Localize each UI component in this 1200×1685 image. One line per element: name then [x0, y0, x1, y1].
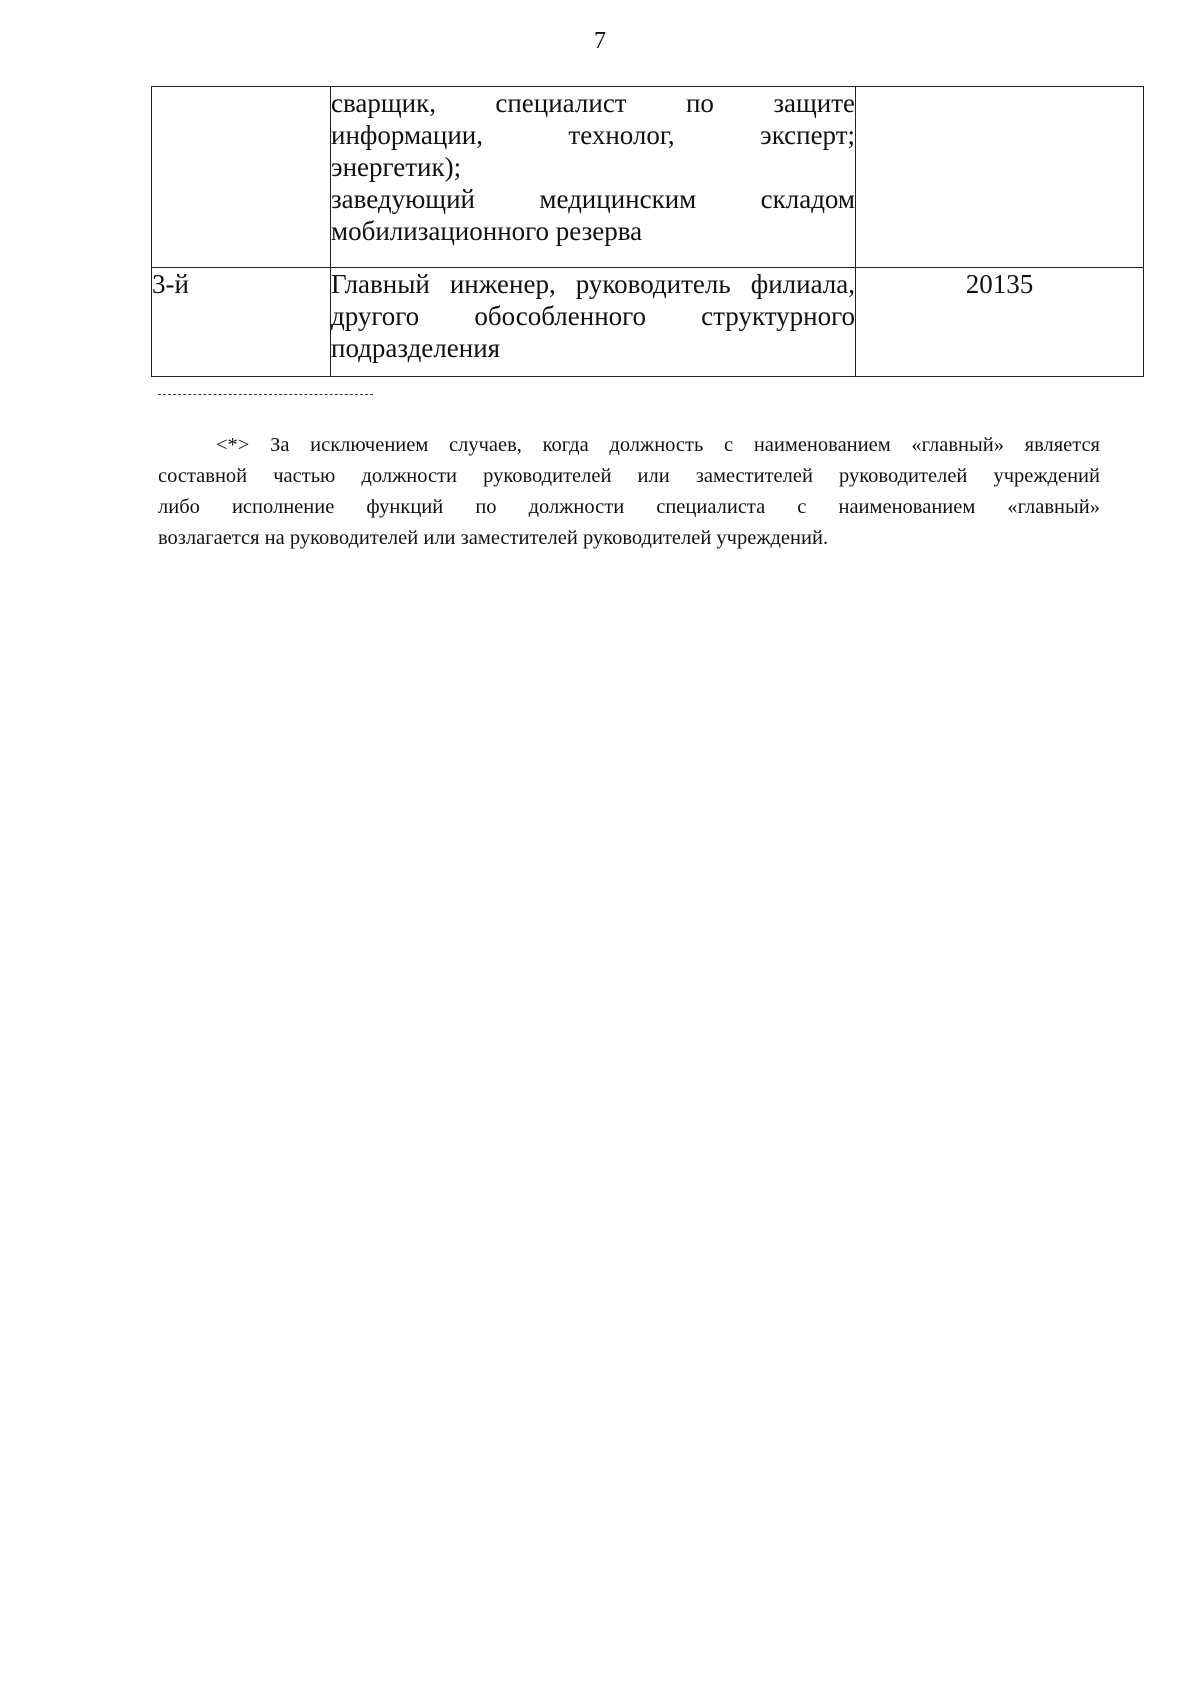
positions-line: сварщик, специалист по защите — [331, 88, 855, 118]
qualification-level-cell — [152, 87, 331, 268]
footnote-line-text: <*> За исключением случаев, когда должность с наименованием «главный» является — [216, 434, 1100, 456]
positions-line: мобилизационного резерва — [331, 216, 643, 246]
positions-cell — [331, 87, 856, 268]
table-row — [152, 87, 1144, 268]
footnote-line — [158, 430, 1100, 461]
table-row — [152, 268, 1144, 377]
footnote-line: составной частью должности руководителей или заместителей руководителей учреждений — [158, 465, 1100, 487]
positions-line: информации, технолог, эксперт; — [331, 120, 855, 150]
positions-line: другого обособленного структурного — [331, 301, 855, 331]
salary-cell — [856, 87, 1144, 268]
positions-line: подразделения — [331, 333, 501, 363]
positions-line: заведующий медицинским складом — [331, 184, 855, 214]
footnote-line: либо исполнение функций по должности специалиста с наименованием «главный» — [158, 496, 1100, 518]
qualification-table — [151, 86, 1144, 377]
page-number: 7 — [594, 28, 606, 54]
positions-line: Главный инженер, руководитель филиала, — [331, 269, 855, 299]
qualification-level-cell: 3-й — [152, 268, 331, 377]
footnote-line: возлагается на руководителей или заместителей руководителей учреждений. — [158, 527, 829, 549]
footnote-text — [158, 430, 1100, 554]
footnote-separator — [158, 394, 373, 395]
positions-line: энергетик); — [331, 152, 462, 182]
positions-cell — [331, 268, 856, 377]
salary-cell: 20135 — [856, 268, 1144, 377]
